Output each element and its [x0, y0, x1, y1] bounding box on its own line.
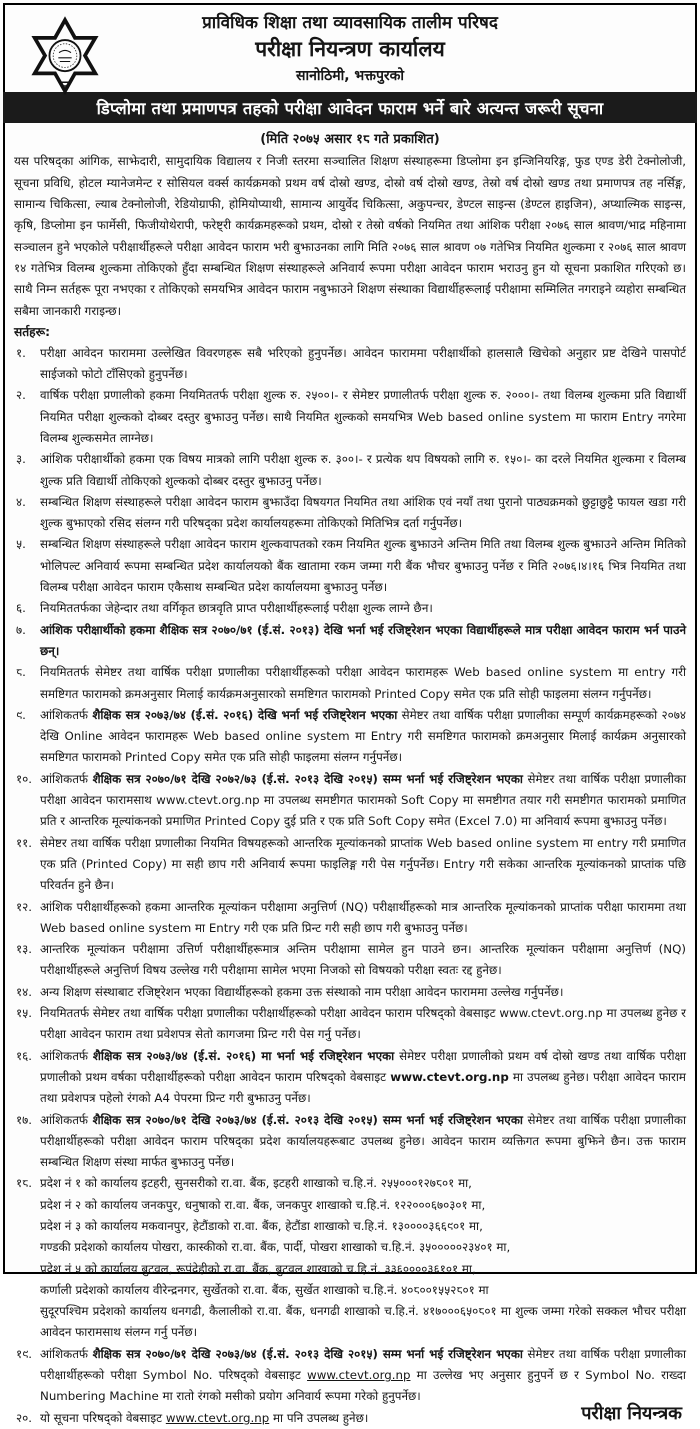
- condition-number: १५.: [16, 1006, 33, 1021]
- condition-text: नियमिततर्फका जेहेन्दार तथा वर्गिकृत छात्रवृति प्राप्त परीक्षार्थीहरूलाई परीक्षा शुल्क लाग्ने छैन।: [40, 601, 433, 616]
- page-border-frame: [3, 3, 697, 1425]
- condition-text: सम्बन्धित शिक्षण संस्थाहरूले परीक्षा आवेदन फाराम बुझाउँदा विषयगत नियमित तथा आंशिक एवं नयाँ तथा पुरानो पाठ्यक्रमको छुट्टाछुट्टै फायल खडा गरी शुल्क बुझाएको रसिद संलग्न गरी परिषद्का प्रदेश कार्यालयहरूमा तोकिएको मितिभित्र दर्ता गर्नुपर्नेछ।: [40, 494, 686, 531]
- condition-number: २.: [16, 388, 26, 403]
- condition-item: [14, 705, 686, 769]
- condition-item: [14, 385, 686, 449]
- condition-number: १२.: [16, 899, 33, 914]
- condition-text: यो सूचना परिषद्को वेबसाइट www.ctevt.org.np मा पनि उपलब्ध हुनेछ।: [40, 1410, 369, 1425]
- condition-number: १७.: [16, 1112, 33, 1127]
- organization-name: प्राविधिक शिक्षा तथा व्यावसायिक तालीम परिषद: [202, 13, 498, 33]
- condition-item: [14, 449, 686, 492]
- condition-number: ७.: [16, 622, 26, 637]
- condition-item: [14, 598, 686, 619]
- condition-item: [14, 1046, 686, 1110]
- condition-item: [14, 492, 686, 535]
- condition-text: आंशिकतर्फ शैक्षिक सत्र २०७३/७४ (ई.सं. २०१६) मा भर्ना भई रजिष्ट्रेशन भएका सेमेष्टर परीक्षा प्रणालीको प्रथम वर्ष दोस्रो खण्ड तथा वार्षिक परीक्षा प्रणालीको प्रथम वर्षका परीक्षार्थीहरूको परीक्षा आवेदन फाराम परिषद्को वेबसाइट www.ctevt.org.np मा उपलब्ध हुनेछ। परीक्षा आवेदन फाराम तथा प्रवेशपत्र पहेलो रंगको A4 पेपरमा प्रिन्ट गरी बुझाउनु पर्नेछ।: [40, 1048, 687, 1106]
- ctevt-star-emblem-icon: [28, 15, 102, 111]
- condition-item: [14, 1173, 686, 1343]
- office-name: परीक्षा नियन्त्रण कार्यालय: [255, 37, 445, 62]
- condition-item: [14, 1003, 686, 1046]
- office-address: सानोठिमी, भक्तपुरको: [295, 68, 405, 85]
- condition-number: ८.: [16, 665, 26, 680]
- condition-text: आंशिकतर्फ शैक्षिक सत्र २०७३/७४ (ई.सं. २०१६) देखि भर्ना भई रजिष्ट्रेशन भएका सेमेष्टर तथा वार्षिक परीक्षा प्रणालीका सम्पूर्ण कार्यक्रमहरूको २०७४ देखि Online आवेदन फारामहरू Web based online system मा Entry गरी समष्टिगत फारामको क्रमअनुसार मिलाई कार्यक्रम अनुसारको समष्टिगत फारामको Printed Copy समेत एक प्रति सोही फाइलमा संलग्न गर्नुपर्नेछ।: [40, 707, 687, 765]
- condition-number: ९.: [16, 707, 26, 722]
- condition-number: १०.: [16, 771, 33, 786]
- condition-text: वार्षिक परीक्षा प्रणालीको हकमा नियमिततर्फ परीक्षा शुल्क रु. २५००।- र सेमेष्टर प्रणालीतर्फ परीक्षा शुल्क रु. २०००।- तथा विलम्ब शुल्कमा प्रति विद्यार्थी नियमित परीक्षा शुल्कको दोब्बर दस्तुर बुझाउनु पर्नेछ। साथै नियमित शुल्कको समयभित्र Web based online system मा फाराम Entry नगरेमा विलम्ब शुल्कसमेत लाग्नेछ।: [40, 388, 686, 445]
- conditions-heading: सर्तहरू:: [14, 324, 51, 339]
- condition-text: नियमिततर्फ सेमेष्टर तथा वार्षिक परीक्षा प्रणालीका परीक्षार्थीहरूको परीक्षा आवेदन फारामहरू Web based online system मा entry गरी समष्टिगत फारामको क्रमअनुसार मिलाई कार्यक्रमअनुसारको समष्टिगत फारामको Printed Copy समेत एक प्रति सोही फाइलमा संलग्न गर्नुपर्नेछ।: [40, 665, 686, 701]
- intro-paragraph: यस परिषद्का आंगिक, साझेदारी, सामुदायिक विद्यालय र निजी स्तरमा सञ्चालित शिक्षण संस्थाहरूमा डिप्लोमा इन इन्जिनियरिङ्ग, फुड एण्ड डेरी टेक्नोलोजी, सूचना प्रविधि, होटल म्यानेजमेन्ट र सोसियल वर्क्स कार्यक्रमको प्रथम वर्ष दोस्रो खण्ड, दोस्रो वर्ष दोस्रो खण्ड, तेस्रो वर्ष दोस्रो खण्ड तथा प्रमाणपत्र तह नर्सिङ्ग, सामान्य चिकित्सा, ल्याब टेक्नोलोजी, रेडियोग्राफी, होमियोप्याथी, सामान्य आयुर्वेद चिकित्सा, अकुपन्चर, डेण्टल साइन्स (डेण्टल हाइजिन), अप्थाल्मिक साइन्स, कृषि, डिप्लोमा इन फार्मेसी, फिजीयोथेरापी, फरेष्ट्री कार्यक्रमहरूको प्रथम, दोस्रो र तेस्रो वर्षको नियमित तथा आंशिक परीक्षा २०७६ साल श्रावण/भाद्र महिनामा सञ्चालन हुने भएकोले परीक्षार्थीहरूले परीक्षा आवेदन फाराम भरी बुझाउनका लागि मिति २०७६ साल श्रावण ०७ गतेभित्र नियमित शुल्कमा र २०७६ साल श्रावण १४ गतेभित्र विलम्ब शुल्कमा तोकिएको हुँदा सम्बन्धित शिक्षण संस्थाहरूले अनिवार्य रूपमा परीक्षा आवेदन फाराम भराउनु हुन यो सूचना प्रकाशित गरिएको छ। साथै निम्न सर्तहरू पूरा नभएका र तोकिएको समयभित्र आवेदन फाराम नबुझाउने शिक्षण संस्थाका विद्यार्थीहरूलाई परीक्षामा सम्मिलित नगराइने व्यहोरा सम्बन्धित सबैमा जानकारी गराइन्छ।: [14, 154, 686, 318]
- condition-text: आंशिकतर्फ शैक्षिक सत्र २०७०/७१ देखि २०७३/७४ (ई.सं. २०१३ देखि २०१५) सम्म भर्ना भई रजिष्ट्रेशन भएका सेमेष्टर तथा वार्षिक परीक्षा प्रणालीका परीक्षार्थीहरूको परीक्षा आवेदन फाराम परिषद्का प्रदेश कार्यालयहरूबाट उपलब्ध हुनेछ। आवेदन फाराम व्यक्तिगत रूपमा बुझिने छैन। उक्त फाराम सम्बन्धित शिक्षण संस्था मार्फत बुझाउनु पर्नेछ।: [40, 1112, 687, 1170]
- condition-number: ६.: [16, 601, 26, 616]
- condition-text: आंशिकतर्फ शैक्षिक सत्र २०७०/७१ देखि २०७३/७४ (ई.सं. २०१३ देखि २०१५) सम्म भर्ना भई रजिष्ट्रेशन भएका सेमेष्टर तथा वार्षिक परीक्षा प्रणालीका परीक्षार्थीहरूको परीक्षा Symbol No. परिषद्को वेबसाइट www.ctevt.org.np मा उल्लेख भए अनुसार हुनुपर्ने छ र Symbol No. राख्दा Numbering Machine मा रातो रंगको मसीको प्रयोग अनिवार्य रूपमा गरेको हुनुपर्नेछ।: [40, 1346, 687, 1404]
- condition-item: [14, 769, 686, 833]
- condition-text: आंशिक परीक्षार्थीहरूको हकमा आन्तरिक मूल्यांकन परीक्षामा अनुत्तिर्ण (NQ) परीक्षार्थीहरूको मात्र आन्तरिक मूल्यांकनको प्राप्तांक परीक्षा फाराममा तथा Web based online system मा Entry गरी एक प्रति प्रिन्ट गरी सही छाप गरी बुझाउनु पर्नेछ।: [40, 899, 686, 935]
- condition-text: परीक्षा आवेदन फाराममा उल्लेखित विवरणहरू सबै भरिएको हुनुपर्नेछ। आवेदन फाराममा परीक्षार्थीको हालसालै खिचेको अनुहार प्रष्ट देखिने पासपोर्ट साईजको फोटो टाँसिएको हुनुपर्नेछ।: [40, 345, 686, 382]
- condition-number: ५.: [16, 537, 26, 552]
- condition-item: [14, 534, 686, 598]
- condition-item: [14, 982, 686, 1003]
- condition-text: नियमिततर्फ सेमेष्टर तथा वार्षिक परीक्षा प्रणालीका परीक्षार्थीहरूको परीक्षा आवेदन फाराम परिषद्को वेबसाइट www.ctevt.org.np मा उपलब्ध हुनेछ र परीक्षा आवेदन फाराम तथा प्रवेशपत्र सेतो कागजमा प्रिन्ट गरी पेस गर्नु पर्नेछ।: [40, 1006, 686, 1042]
- conditions-list: [14, 343, 686, 1429]
- condition-text: आंशिक परीक्षार्थीको हकमा एक विषय मात्रको लागि परीक्षा शुल्क रु. ३००।- र प्रत्येक थप विषयको लागि रु. १५०।- का दरले नियमित शुल्कमा र विलम्ब शुल्क प्रति विद्यार्थी तोकिएको शुल्कको दोब्बर दस्तुर बुझाउनु पर्नेछ।: [40, 452, 686, 488]
- condition-text: सम्बन्धित शिक्षण संस्थाहरूले परीक्षा आवेदन फाराम शुल्कवापतको रकम नियमित शुल्क बुझाउने अन्तिम मिति तथा विलम्ब शुल्क बुझाउने अन्तिम मितिको भोलिपल्ट अनिवार्य रूपमा सम्बन्धित प्रदेश कार्यालयको बैंक खातामा रकम जम्मा गरी बैंक भौचर बुझाउनु पर्नेछ र मिति २०७६।४।१६ भित्र नियमित तथा विलम्ब परीक्षा आवेदन फाराम एकैसाथ सम्बन्धित प्रदेश कार्यालयमा बुझाउनु पर्नेछ।: [40, 537, 686, 595]
- condition-number: १३.: [16, 942, 33, 957]
- condition-number: १.: [16, 345, 26, 360]
- condition-item: [14, 897, 686, 940]
- condition-item: [14, 939, 686, 982]
- condition-text: आंशिक परीक्षार्थीको हकमा शैक्षिक सत्र २०७०/७१ (ई.सं. २०१३) देखि भर्ना भई रजिष्ट्रेशन भएका विद्यार्थीहरूले मात्र परीक्षा आवेदन फाराम भर्न पाउने छन्।: [40, 622, 686, 658]
- publish-date: (मिति २०७५ असार १८ गते प्रकाशित): [260, 132, 440, 148]
- condition-text: सेमेष्टर तथा वार्षिक परीक्षा प्रणालीका नियमित विषयहरूको आन्तरिक मूल्यांकनको प्राप्तांक Web based online system मा entry गरी प्रमाणित एक प्रति (Printed Copy) मा सही छाप गरी अनिवार्य रूपमा फाइलिङ्ग गरी पेस गर्नुपर्नेछ। Entry गरी सकेका आन्तरिक मूल्यांकनको प्राप्तांक पछि परिवर्तन हुने छैन।: [40, 835, 686, 893]
- condition-item: [14, 1110, 686, 1174]
- condition-text: आन्तरिक मूल्यांकन परीक्षामा उत्तिर्ण परीक्षार्थीहरूमात्र अन्तिम परीक्षामा सामेल हुन पाउने छन। आन्तरिक मूल्यांकन परीक्षामा अनुत्तिर्ण (NQ) परीक्षार्थीहरूले अनुत्तिर्ण विषय उल्लेख गरी परीक्षामा सामेल भएमा निजको सो विषयको परीक्षा स्वतः रद्द हुनेछ।: [40, 942, 686, 978]
- condition-number: १४.: [16, 984, 33, 999]
- condition-number: २०.: [16, 1410, 33, 1425]
- condition-item: [14, 833, 686, 897]
- condition-number: ४.: [16, 494, 26, 509]
- condition-number: १६.: [16, 1048, 33, 1063]
- letterhead: [14, 13, 686, 85]
- condition-number: ११.: [16, 835, 33, 850]
- condition-item: [14, 620, 686, 663]
- condition-number: ३.: [16, 452, 26, 467]
- notice-title-bar: डिप्लोमा तथा प्रमाणपत्र तहको परीक्षा आवेदन फाराम भर्ने बारे अत्यन्त जरूरी सूचना: [3, 92, 697, 123]
- condition-text: प्रदेश नं १ को कार्यालय इटहरी, सुनसरीको रा.वा. बैंक, इटहरी शाखाको च.हि.नं. २५५०००१२७८०१ मा, प्रदेश नं २ को कार्यालय जनकपुर, धनुषाको रा.वा. बैंक, जनकपुर शाखाको च.हि.नं. १२२०००६७०३०१ मा, प्रदेश नं ३ को कार्यालय मकवानपुर, हेटौंडाको रा.वा. बैंक, हेटौंडा शाखाको च.हि.नं. १३००००३६६९०१ मा, गण्डकी प्रदेशको कार्यालय पोखरा, कास्कीको रा.वा. बैंक, पार्दी, पोखरा शाखाको च.हि.नं. ३५०००००२३४०१ मा, प्रदेश नं ५ को कार्यालय बुटवल, रूपंदेहीको रा.वा. बैंक, बुटवल शाखाको च.हि.नं. ३३६००००३६१०१ मा, कर्णाली प्रदेशको कार्यालय वीरेन्द्रनगर, सुर्खेतको रा.वा. बैंक, सुर्खेत शाखाको च.हि.नं. ४०८००१५५२८०१ मा सुदूरपश्चिम प्रदेशको कार्यालय धनगढी, कैलालीको रा.वा. बैंक, धनगढी शाखाको च.हि.नं. ४१७०००६५०८०१ मा शुल्क जम्मा गरेको सक्कल भौचर परीक्षा आवेदन फारामसाथ संलग्न गर्नु पर्नेछ।: [40, 1176, 686, 1340]
- condition-item: [14, 1344, 686, 1408]
- condition-item: [14, 662, 686, 705]
- condition-item: [14, 343, 686, 386]
- signature-title: परीक्षा नियन्त्रक: [581, 1402, 682, 1424]
- condition-text: अन्य शिक्षण संस्थाबाट रजिष्ट्रेशन भएका विद्यार्थीहरूको हकमा उक्त संस्थाको नाम परीक्षा आवेदन फाराममा उल्लेख गर्नुपर्नेछ।: [40, 984, 564, 999]
- condition-number: १९.: [16, 1346, 33, 1361]
- condition-number: १८.: [16, 1176, 33, 1191]
- condition-text: आंशिकतर्फ शैक्षिक सत्र २०७०/७१ देखि २०७२/७३ (ई.सं. २०१३ देखि २०१५) सम्म भर्ना भई रजिष्ट्रेशन भएका सेमेष्टर तथा वार्षिक परीक्षा प्रणालीका परीक्षा आवेदन फारामसाथ www.ctevt.org.np मा उपलब्ध समष्टीगत फारामको Soft Copy मा समष्टीगत तयार गरी समष्टीगत फारामको प्रमाणित प्रति र आन्तरिक मूल्यांकनको प्रमाणित Printed Copy दुई प्रति र एक प्रति Soft Copy समेत (Excel 7.0) मा अनिवार्य रूपमा बुझाउनु पर्नेछ।: [40, 771, 687, 829]
